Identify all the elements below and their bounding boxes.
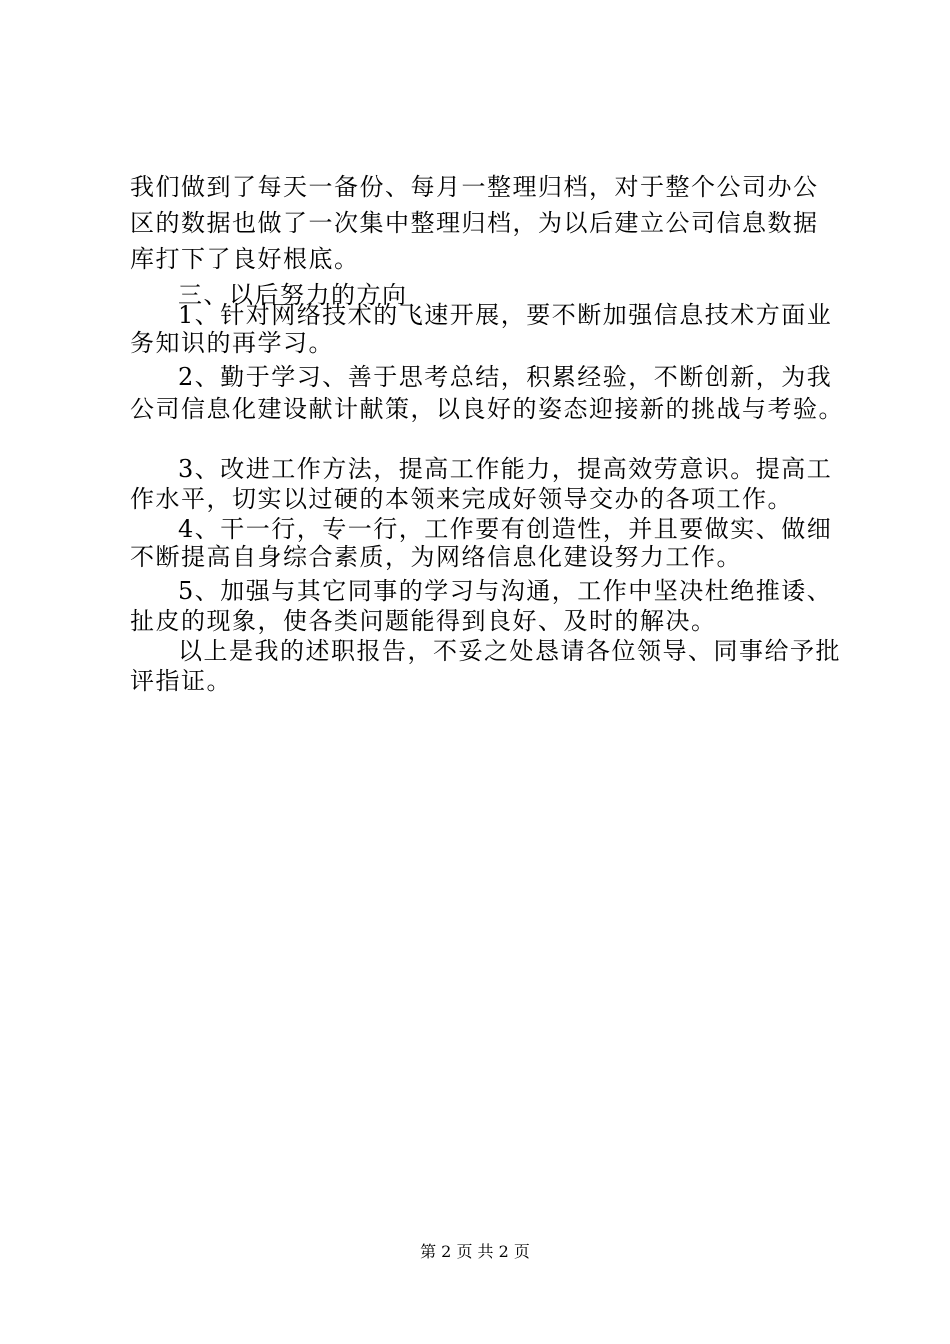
body-line: 务知识的再学习。	[130, 329, 334, 357]
body-line: 5、加强与其它同事的学习与沟通，工作中坚决杜绝推诿、	[178, 577, 833, 605]
page-footer: 第 2 页 共 2 页	[420, 1242, 530, 1261]
body-line: 2、勤于学习、善于思考总结，积累经验，不断创新，为我	[178, 363, 833, 391]
body-line: 评指证。	[130, 667, 232, 695]
body-line: 库打下了良好根底。	[130, 245, 360, 273]
body-line: 区的数据也做了一次集中整理归档，为以后建立公司信息数据	[130, 209, 819, 237]
body-line: 我们做到了每天一备份、每月一整理归档，对于整个公司办公	[130, 173, 819, 201]
body-line: 1、针对网络技术的飞速开展，要不断加强信息技术方面业	[178, 301, 833, 329]
body-line: 作水平，切实以过硬的本领来完成好领导交办的各项工作。	[130, 485, 793, 513]
body-line: 以上是我的述职报告，不妥之处恳请各位领导、同事给予批	[178, 637, 841, 665]
section-heading: 三、以后努力的方向	[178, 281, 408, 309]
body-line: 扯皮的现象，使各类问题能得到良好、及时的解决。	[130, 607, 717, 635]
body-line: 4、干一行，专一行，工作要有创造性，并且要做实、做细	[178, 515, 833, 543]
body-line: 3、改进工作方法，提高工作能力，提高效劳意识。提高工	[178, 455, 833, 483]
body-line: 公司信息化建设献计献策，以良好的姿态迎接新的挑战与考验。	[130, 395, 844, 423]
body-line: 不断提高自身综合素质，为网络信息化建设努力工作。	[130, 543, 742, 571]
